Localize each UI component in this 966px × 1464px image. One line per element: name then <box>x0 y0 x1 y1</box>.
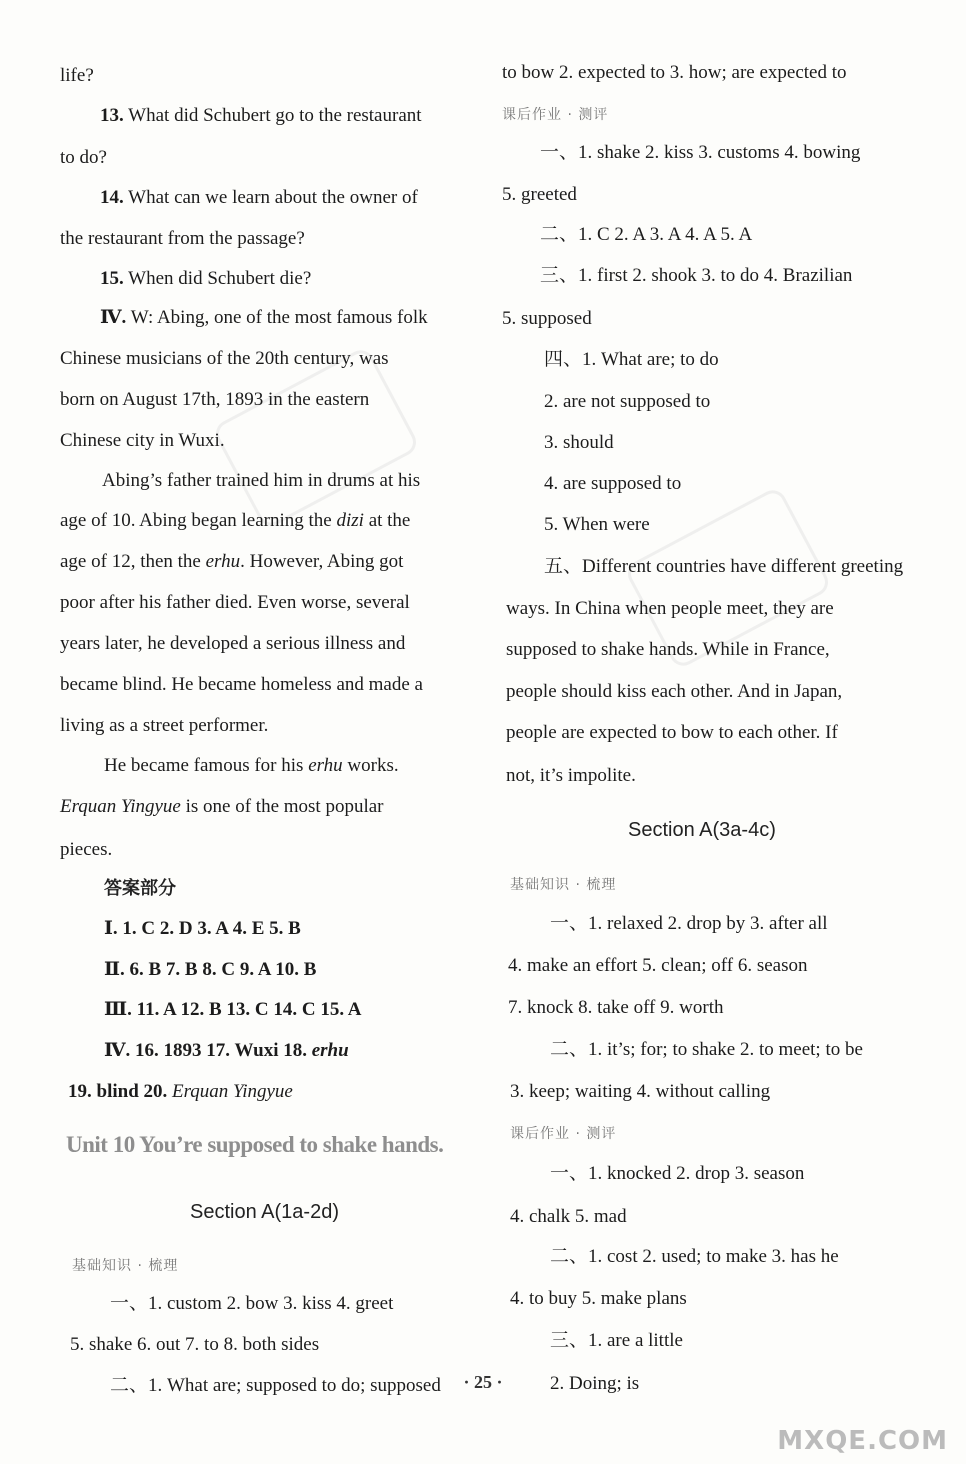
answer-section-header: 答案部分 <box>104 878 176 899</box>
watermark-logo: MXQE.COM <box>777 1426 948 1456</box>
section-tag: 基础知识 · 梳理 <box>510 877 617 893</box>
unit-title: Unit 10 You’re supposed to shake hands. <box>66 1132 444 1157</box>
answer-line: people should kiss each other. And in Japan, <box>506 681 843 702</box>
text-line: life? <box>60 65 94 86</box>
answer-line: Ⅰ. 1. C 2. D 3. A 4. E 5. B <box>104 918 301 939</box>
question-15: 15. When did Schubert die? <box>100 268 312 289</box>
answer-line: 一、1. shake 2. kiss 3. customs 4. bowing <box>540 142 861 163</box>
passage-line: years later, he developed a serious illness and <box>60 633 406 654</box>
passage-line: pieces. <box>60 839 113 860</box>
answer-line: 4. make an effort 5. clean; off 6. season <box>508 955 808 976</box>
page-number: · 25 · <box>463 1372 503 1392</box>
answer-line: 二、1. cost 2. used; to make 3. has he <box>550 1246 839 1267</box>
passage-line: Abing’s father trained him in drums at his <box>102 470 421 491</box>
answer-line: 三、1. first 2. shook 3. to do 4. Brazilian <box>540 265 853 286</box>
passage-line: He became famous for his erhu works. <box>104 755 399 776</box>
passage-line: age of 12, then the erhu. However, Abing got <box>60 551 404 572</box>
answer-line: 3. keep; waiting 4. without calling <box>510 1081 771 1102</box>
answer-line: supposed to shake hands. While in France, <box>506 639 830 660</box>
passage-line: poor after his father died. Even worse, several <box>60 592 410 613</box>
answer-line: to bow 2. expected to 3. how; are expected to <box>502 62 847 83</box>
watermark-stamp-left <box>211 345 421 530</box>
text-line: the restaurant from the passage? <box>60 228 305 249</box>
answer-line: not, it’s impolite. <box>506 765 636 786</box>
answer-line: 二、1. it’s; for; to shake 2. to meet; to be <box>550 1039 863 1060</box>
answer-line: 五、Different countries have different greeting <box>544 556 904 577</box>
passage-line: born on August 17th, 1893 in the eastern <box>60 389 370 410</box>
passage-line: age of 10. Abing began learning the dizi at the <box>60 510 411 531</box>
answer-line: 一、1. custom 2. bow 3. kiss 4. greet <box>110 1293 394 1314</box>
question-14: 14. What can we learn about the owner of <box>100 187 418 208</box>
answer-line: 4. to buy 5. make plans <box>510 1288 687 1309</box>
passage-line: Ⅳ. W: Abing, one of the most famous folk <box>100 307 428 328</box>
answer-line: 一、1. relaxed 2. drop by 3. after all <box>550 913 828 934</box>
section-tag: 课后作业 · 测评 <box>510 1126 617 1142</box>
answer-line: 一、1. knocked 2. drop 3. season <box>550 1163 805 1184</box>
answer-line: 7. knock 8. take off 9. worth <box>508 997 724 1018</box>
answer-line: 2. Doing; is <box>550 1373 640 1394</box>
answer-line: 2. are not supposed to <box>544 391 711 412</box>
passage-line: Chinese city in Wuxi. <box>60 430 225 451</box>
answer-line: 四、1. What are; to do <box>544 349 719 370</box>
answer-line: 5. greeted <box>502 184 577 205</box>
section-tag: 课后作业 · 测评 <box>502 107 609 123</box>
answer-line: ways. In China when people meet, they are <box>506 598 834 619</box>
answer-line: 4. chalk 5. mad <box>510 1206 627 1227</box>
section-heading: Section A(1a-2d) <box>190 1201 339 1223</box>
text-line: to do? <box>60 147 107 168</box>
answer-line: Ⅲ. 11. A 12. B 13. C 14. C 15. A <box>104 999 362 1020</box>
answer-line: people are expected to bow to each other. If <box>506 722 838 743</box>
answer-line: 三、1. are a little <box>550 1330 683 1351</box>
answer-line: 19. blind 20. Erquan Yingyue <box>68 1081 293 1102</box>
answer-line: 3. should <box>544 432 614 453</box>
question-13: 13. What did Schubert go to the restaurant <box>100 105 422 126</box>
answer-line: 4. are supposed to <box>544 473 682 494</box>
answer-line: Ⅳ. 16. 1893 17. Wuxi 18. erhu <box>104 1040 349 1061</box>
passage-line: became blind. He became homeless and made a <box>60 674 423 695</box>
section-heading: Section A(3a-4c) <box>628 819 776 841</box>
answer-line: 5. shake 6. out 7. to 8. both sides <box>70 1334 320 1355</box>
passage-line: Chinese musicians of the 20th century, was <box>60 348 389 369</box>
answer-line: 5. supposed <box>502 308 592 329</box>
answer-line: 5. When were <box>544 514 650 535</box>
section-tag: 基础知识 · 梳理 <box>72 1258 179 1274</box>
answer-line: Ⅱ. 6. B 7. B 8. C 9. A 10. B <box>104 959 317 980</box>
answer-line: 二、1. C 2. A 3. A 4. A 5. A <box>540 224 753 245</box>
passage-line: Erquan Yingyue is one of the most popular <box>60 796 384 817</box>
passage-line: living as a street performer. <box>60 715 269 736</box>
answer-line: 二、1. What are; supposed to do; supposed <box>110 1375 441 1396</box>
